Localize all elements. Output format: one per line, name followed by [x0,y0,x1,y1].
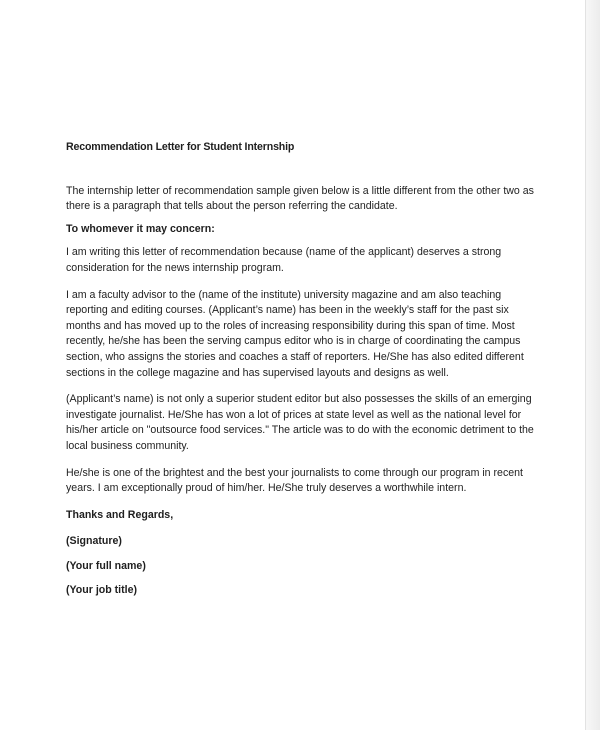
body-paragraph-4: He/she is one of the brightest and the best your journalists to come through our program in recent years. I am exceptionally proud of him/her. He/She truly deserves a worthwhile intern. [66,466,523,495]
letter-content [66,140,536,599]
body-paragraph-2: I am a faculty advisor to the (name of the institute) university magazine and am also teaching reporting and editing courses. (Applicant’s name) has been in the weekly’s staff for the past six months and has moved up to the roles of increasing responsibility during this span of time. Most recently, he/she has been the serving campus editor who is in charge of coordinating the campus section, who assigns the stories and coaches a staff of reporters. He/She has also edited different sections in the college magazine and has supervised layouts and designs as well. [66,288,524,379]
closing: Thanks and Regards, [66,508,174,521]
page-edge-shadow [585,0,600,730]
intro-paragraph: The internship letter of recommendation sample given below is a little different from the other two as there is a paragraph that tells about the person referring the candidate. [66,184,534,213]
job-title-placeholder: (Your job title) [66,584,138,597]
signature-placeholder: (Signature) [66,535,122,548]
letter-title: Recommendation Letter for Student Internship [66,141,295,153]
body-paragraph-3: (Applicant’s name) is not only a superior student editor but also possesses the skills of an emerging investigate journalist. He/She has won a lot of prices at state level as well as the national level for his/her article on "outsource food services." The article was to do with the economic detriment to the local business community. [66,393,534,452]
full-name-placeholder: (Your full name) [66,559,146,572]
body-paragraph-1: I am writing this letter of recommendation because (name of the applicant) deserves a strong consideration for the news internship program. [66,246,502,274]
salutation: To whomever it may concern: [66,222,215,235]
